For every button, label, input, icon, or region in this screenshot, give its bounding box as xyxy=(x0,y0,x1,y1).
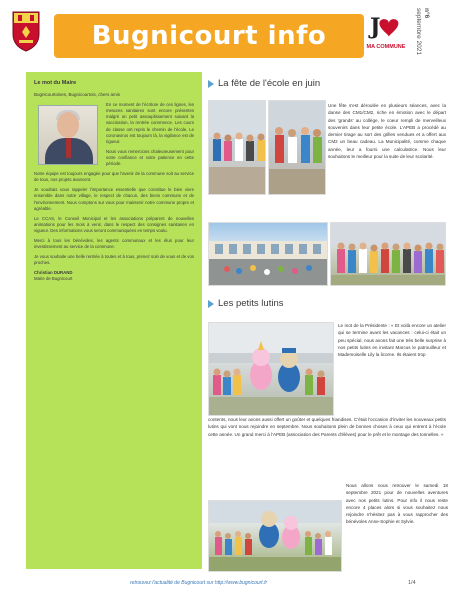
mot-du-maire-panel xyxy=(26,72,202,569)
mot-title: Le mot du Maire xyxy=(34,80,77,86)
mot-paragraph: Merci à tous les bénévoles, les agents communaux et les élus pour leur investissement au service de la commune. xyxy=(34,237,194,250)
school-party-photo-1 xyxy=(208,100,266,195)
mot-paragraph: Nous vous remercions chaleureusement pour votre confiance et votre patience en cette période. xyxy=(106,148,194,167)
mot-greeting: Bugnicourtoises, Bugnicourtois, chers amis xyxy=(34,92,121,98)
svg-text:J: J xyxy=(370,14,381,40)
signature-role: Maire de Bugnicourt xyxy=(34,276,73,282)
lutins-text-mid-span: contents, nous leur avons aussi offert un goûter et quelques friandises. C'était l'occasion d'inviter les nouveaux petits lutins qui vont nous rejoindre en septembre. Nous souhaitons plein de bonnes choses à ceux qui entrent à l'école cette année. Un grand merci à l'APEB (association des Parents d'élèves) pour le prêt et le montage des tonnelles. » xyxy=(208,417,446,437)
ma-commune-logo-icon xyxy=(368,10,404,58)
page-header xyxy=(0,0,450,68)
signature-name: Christian DURAND xyxy=(34,270,73,276)
issue-date: septembre 2021 xyxy=(415,8,422,55)
mot-paragraph: Je vous souhaite une belle rentrée à toutes et à tous, prenez soin de vous et de vos proches. xyxy=(34,254,194,266)
mot-paragraph: Le CCAS, le Conseil Municipal et les associations préparent de nouvelles animations pour les mois à venir, dans le respect des consignes sanitaires en vigueur. Des informations vous seront communiquées en temps voulu. xyxy=(34,215,194,233)
logo-caption: MA COMMUNE xyxy=(366,44,406,50)
title-banner xyxy=(54,14,364,58)
children-group-photo xyxy=(330,222,446,286)
mascots-photo xyxy=(208,322,334,416)
fete-heading-text: La fête de l'école en juin xyxy=(218,78,321,89)
fete-text: Une fête s'est déroulée en plusieurs séances, avec la danse des CM1/CM2, riche en émotion avec le départ des 'grands' au collège, le coeur rempli de merveilleux souvenirs dans leur petite école. L'APEB a procédé au dernier tirage au sort des grilles vendues et a offert aux CM2 un beau cadeau. La Municipalité, comme chaque année, leur a fourni une calculatrice. Nous leur souhaitons le meilleur pour la suite de leur scolarité. xyxy=(328,103,446,160)
coat-of-arms-icon xyxy=(12,10,40,52)
page-title: Bugnicourt info xyxy=(91,21,327,51)
mot-paragraph: Notre équipe est toujours engagée pour que l'avenir de la commune soit au service de tous, nos projets avancent. xyxy=(34,171,194,183)
issue-number: n°6 xyxy=(423,8,430,19)
triangle-bullet-icon xyxy=(208,300,214,308)
schoolyard-photo xyxy=(208,222,328,286)
lutins-heading xyxy=(208,298,283,309)
lutins-text-bottom-span: Nous allons nous retrouver le samedi 18 septembre 2021 pour de nouvelles aventures avec nos petits lutins. Pour info il nous reste encore 4 places alors si vous souhaitez nous rejoindre n'hésitez pas à vous rapprocher des bénévoles Anne-Sophie et Sylvie. xyxy=(346,483,448,525)
mayor-photo xyxy=(38,105,98,165)
fete-text-top xyxy=(328,102,446,188)
mot-paragraph: Je voudrais vous rappeler l'importance essentielle que constitue le bien vivre ensemble dans notre village, le respect de chacun, des biens communs et de l'environnement. Nous comptons sur vous pour maintenir notre commune propre et agréable. xyxy=(34,187,194,211)
triangle-bullet-icon xyxy=(208,80,214,88)
page-footer xyxy=(0,578,450,592)
lutins-heading-text: Les petits lutins xyxy=(218,298,284,309)
lutins-group-photo xyxy=(208,500,342,572)
page-number: 1/4 xyxy=(408,580,416,586)
lutins-text-bottom xyxy=(346,482,448,572)
fete-heading xyxy=(208,78,320,89)
lutins-text-top-span: Le mot de la Présidente : « Et voilà encore un atelier qui se termine avant les vacances : celui-ci était un peu spécial, nous avons fait une très belle surprise à nos petits lutins en invitant Marcus le patrouilleur et Mademoiselle Lily la licorne. Ils étaient trop xyxy=(338,323,446,358)
mot-paragraph: En ce moment de l'écriture de ces lignes, les mesures sanitaires sont encore présentes malgré un petit assouplissement suivant la vaccination, la rentrée commence. Les cours de classe ont repris le chemin de l'école. Le coronavirus est toujours là, la vigilance est de rigueur. xyxy=(106,102,194,144)
lutins-text-top xyxy=(338,322,446,410)
footer-website-link[interactable]: retrouvez l'actualité de Bugnicourt sur http://www.bugnicourt.fr xyxy=(130,580,268,586)
school-party-photo-2 xyxy=(268,100,326,195)
lutins-text-middle xyxy=(208,416,446,474)
